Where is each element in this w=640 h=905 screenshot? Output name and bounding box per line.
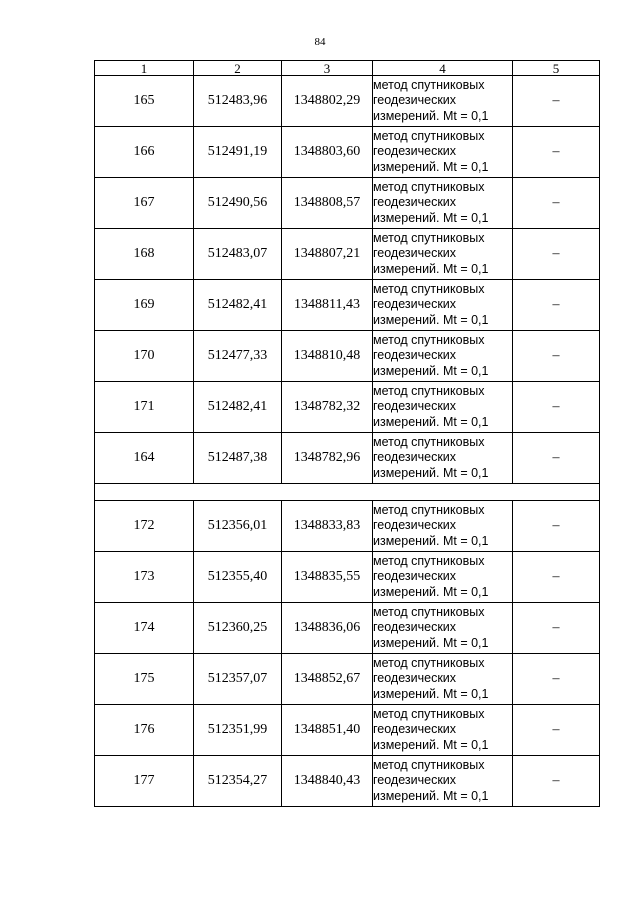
note-cell: – — [513, 280, 600, 331]
coordinate-x-cell: 512482,41 — [194, 382, 282, 433]
coordinate-x-cell: 512483,07 — [194, 229, 282, 280]
method-line: измерений. Mt = 0,1 — [373, 584, 489, 599]
point-number-cell: 164 — [95, 433, 194, 484]
method-line: геодезических — [373, 722, 457, 737]
coordinate-y-cell: 1348836,06 — [282, 603, 373, 654]
table-row — [95, 756, 600, 807]
method-line: измерений. Mt = 0,1 — [373, 363, 489, 378]
method-line: геодезических — [373, 93, 457, 108]
method-line: измерений. Mt = 0,1 — [373, 414, 489, 429]
coordinate-y-cell: 1348808,57 — [282, 178, 373, 229]
note-cell: – — [513, 654, 600, 705]
table-row — [95, 603, 600, 654]
note-cell: – — [513, 501, 600, 552]
method-cell — [373, 127, 513, 178]
point-number-cell: 167 — [95, 178, 194, 229]
coordinate-x-cell: 512355,40 — [194, 552, 282, 603]
coordinate-x-cell: 512354,27 — [194, 756, 282, 807]
coordinate-y-cell: 1348835,55 — [282, 552, 373, 603]
point-number-cell: 172 — [95, 501, 194, 552]
method-line: метод спутниковых — [373, 502, 485, 517]
group-separator-row — [95, 484, 600, 501]
method-line: метод спутниковых — [373, 553, 485, 568]
method-cell — [373, 552, 513, 603]
method-line: геодезических — [373, 569, 457, 584]
table-row — [95, 178, 600, 229]
note-cell: – — [513, 603, 600, 654]
method-line: метод спутниковых — [373, 281, 485, 296]
point-number-cell: 177 — [95, 756, 194, 807]
method-line: геодезических — [373, 671, 457, 686]
coordinate-y-cell: 1348782,32 — [282, 382, 373, 433]
coordinate-x-cell: 512487,38 — [194, 433, 282, 484]
group-separator-cell — [95, 484, 600, 501]
note-cell: – — [513, 433, 600, 484]
coordinate-y-cell: 1348833,83 — [282, 501, 373, 552]
coordinate-y-cell: 1348807,21 — [282, 229, 373, 280]
method-line: метод спутниковых — [373, 706, 485, 721]
method-cell — [373, 756, 513, 807]
method-line: геодезических — [373, 773, 457, 788]
method-cell — [373, 280, 513, 331]
method-cell — [373, 433, 513, 484]
method-line: метод спутниковых — [373, 655, 485, 670]
method-cell — [373, 178, 513, 229]
method-line: геодезических — [373, 450, 457, 465]
table-row — [95, 552, 600, 603]
method-line: геодезических — [373, 348, 457, 363]
coordinate-x-cell: 512491,19 — [194, 127, 282, 178]
method-line: геодезических — [373, 297, 457, 312]
method-line: измерений. Mt = 0,1 — [373, 312, 489, 327]
table-row — [95, 433, 600, 484]
method-cell — [373, 76, 513, 127]
method-line: метод спутниковых — [373, 230, 485, 245]
note-cell: – — [513, 705, 600, 756]
note-cell: – — [513, 382, 600, 433]
method-cell — [373, 331, 513, 382]
method-line: метод спутниковых — [373, 383, 485, 398]
point-number-cell: 174 — [95, 603, 194, 654]
method-line: измерений. Mt = 0,1 — [373, 465, 489, 480]
coordinate-y-cell: 1348811,43 — [282, 280, 373, 331]
coordinate-y-cell: 1348782,96 — [282, 433, 373, 484]
note-cell: – — [513, 552, 600, 603]
table-body — [95, 76, 600, 807]
note-cell: – — [513, 127, 600, 178]
note-cell: – — [513, 229, 600, 280]
method-line: измерений. Mt = 0,1 — [373, 635, 489, 650]
coordinate-x-cell: 512356,01 — [194, 501, 282, 552]
coordinate-y-cell: 1348852,67 — [282, 654, 373, 705]
table-row — [95, 705, 600, 756]
point-number-cell: 168 — [95, 229, 194, 280]
column-header-4: 4 — [373, 61, 513, 76]
method-line: измерений. Mt = 0,1 — [373, 533, 489, 548]
table-row — [95, 76, 600, 127]
point-number-cell: 175 — [95, 654, 194, 705]
method-line: геодезических — [373, 518, 457, 533]
column-header-3: 3 — [282, 61, 373, 76]
method-line: метод спутниковых — [373, 434, 485, 449]
point-number-cell: 170 — [95, 331, 194, 382]
method-cell — [373, 501, 513, 552]
method-line: измерений. Mt = 0,1 — [373, 159, 489, 174]
method-cell — [373, 382, 513, 433]
method-line: геодезических — [373, 399, 457, 414]
method-line: метод спутниковых — [373, 77, 485, 92]
coordinate-x-cell: 512477,33 — [194, 331, 282, 382]
coordinate-y-cell: 1348810,48 — [282, 331, 373, 382]
note-cell: – — [513, 756, 600, 807]
coordinate-y-cell: 1348802,29 — [282, 76, 373, 127]
method-cell — [373, 229, 513, 280]
method-line: измерений. Mt = 0,1 — [373, 788, 489, 803]
point-number-cell: 173 — [95, 552, 194, 603]
column-header-1: 1 — [95, 61, 194, 76]
point-number-cell: 166 — [95, 127, 194, 178]
coordinate-x-cell: 512483,96 — [194, 76, 282, 127]
table-header-row — [95, 61, 600, 76]
coordinate-x-cell: 512482,41 — [194, 280, 282, 331]
coordinate-x-cell: 512357,07 — [194, 654, 282, 705]
point-number-cell: 171 — [95, 382, 194, 433]
coordinate-y-cell: 1348803,60 — [282, 127, 373, 178]
point-number-cell: 169 — [95, 280, 194, 331]
coordinate-x-cell: 512490,56 — [194, 178, 282, 229]
method-line: измерений. Mt = 0,1 — [373, 686, 489, 701]
page-number: 84 — [314, 36, 326, 48]
method-cell — [373, 654, 513, 705]
column-header-2: 2 — [194, 61, 282, 76]
table-row — [95, 382, 600, 433]
method-line: геодезических — [373, 246, 457, 261]
table-row — [95, 331, 600, 382]
method-line: геодезических — [373, 144, 457, 159]
method-cell — [373, 705, 513, 756]
method-line: геодезических — [373, 195, 457, 210]
method-line: метод спутниковых — [373, 179, 485, 194]
method-cell — [373, 603, 513, 654]
coordinates-table — [94, 60, 600, 807]
method-line: метод спутниковых — [373, 332, 485, 347]
method-line: измерений. Mt = 0,1 — [373, 108, 489, 123]
method-line: метод спутниковых — [373, 128, 485, 143]
table-row — [95, 229, 600, 280]
note-cell: – — [513, 76, 600, 127]
coordinate-y-cell: 1348840,43 — [282, 756, 373, 807]
method-line: измерений. Mt = 0,1 — [373, 210, 489, 225]
note-cell: – — [513, 178, 600, 229]
method-line: геодезических — [373, 620, 457, 635]
table-row — [95, 501, 600, 552]
method-line: метод спутниковых — [373, 604, 485, 619]
note-cell: – — [513, 331, 600, 382]
point-number-cell: 176 — [95, 705, 194, 756]
method-line: измерений. Mt = 0,1 — [373, 737, 489, 752]
method-line: измерений. Mt = 0,1 — [373, 261, 489, 276]
table-row — [95, 127, 600, 178]
point-number-cell: 165 — [95, 76, 194, 127]
coordinate-y-cell: 1348851,40 — [282, 705, 373, 756]
table-row — [95, 654, 600, 705]
table-row — [95, 280, 600, 331]
column-header-5: 5 — [513, 61, 600, 76]
method-line: метод спутниковых — [373, 757, 485, 772]
coordinate-x-cell: 512351,99 — [194, 705, 282, 756]
coordinate-x-cell: 512360,25 — [194, 603, 282, 654]
